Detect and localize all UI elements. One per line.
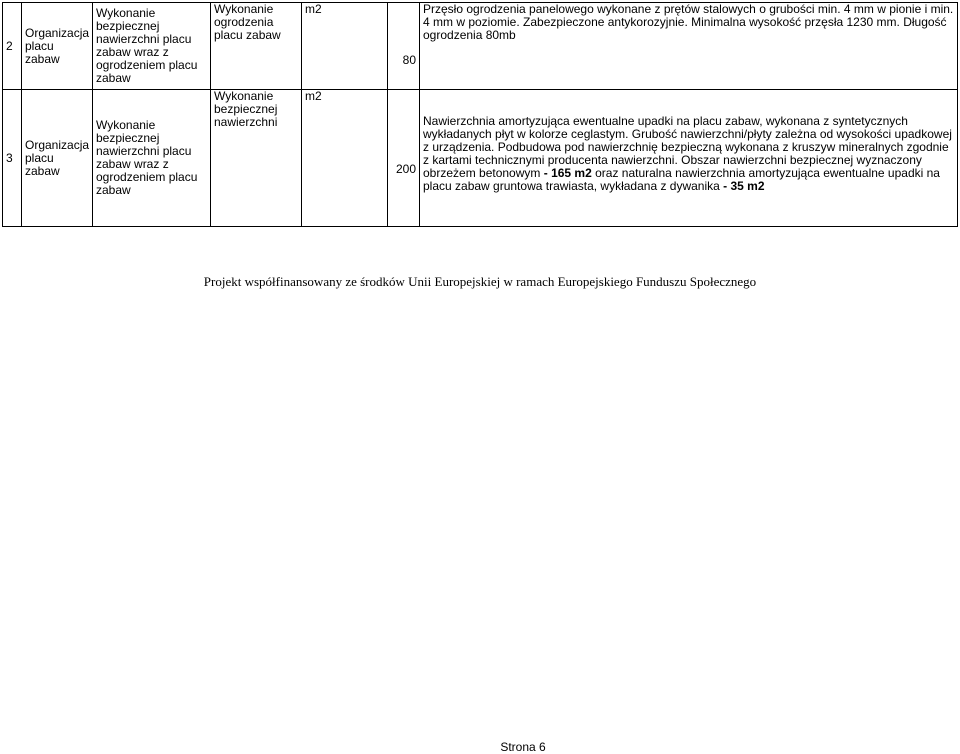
description-bold: - 165 m2 [543,166,592,180]
description-cell [420,90,958,227]
specification-table [2,2,958,227]
unit-cell: m2 [302,3,388,90]
quantity-cell: 80 [388,3,420,90]
task-short-cell: Wykonanie ogrodzenia placu zabaw [211,3,302,90]
quantity-cell: 200 [388,90,420,227]
funding-note: Projekt współfinansowany ze środków Unii Europejskiej w ramach Europejskiego Funduszu Społecznego [203,274,757,289]
description-text: Nawierzchnia amortyzująca ewentualne upadki na placu zabaw, wykonana z syntetycznych wykładanych płyt w kolorze ceglastym. Grubość nawierzchni/płyty zależna od wysokości upadkowej z urządzenia. Podbudowa pod nawierzchnię bezpieczną wykonana z kruszyw mineralnych zgodnie z kartami technicznymi producenta nawierzchni. Obszar nawierzchni bezpiecznej wyznaczony obrzeżem betonowym [423,114,952,180]
table-row [3,3,958,90]
category-cell: Organizacja placu zabaw [22,3,93,90]
task-short-cell: Wykonanie bezpiecznej nawierzchni [211,90,302,227]
row-number: 3 [3,90,22,227]
unit-cell: m2 [302,90,388,227]
row-number: 2 [3,3,22,90]
description-bold: - 35 m2 [723,179,765,193]
category-cell: Organizacja placu zabaw [22,90,93,227]
task-name-cell: Wykonanie bezpiecznej nawierzchni placu zabaw wraz z ogrodzeniem placu zabaw [93,90,211,227]
description-text: oraz naturalna nawierzchnia amortyzująca ewentualne upadki na placu zabaw gruntowa trawiasta, wykładana z dywanika [423,166,940,193]
task-name-cell: Wykonanie bezpiecznej nawierzchni placu zabaw wraz z ogrodzeniem placu zabaw [93,3,211,90]
table-row [3,90,958,227]
description-cell: Przęsło ogrodzenia panelowego wykonane z prętów stalowych o grubości min. 4 mm w pionie i min. 4 mm w poziomie. Zabezpieczone antykorozyjnie. Minimalna wysokość przęsła 1230 mm. Długość ogrodzenia 80mb [420,3,958,90]
page-number: Strona 6 [500,740,546,754]
